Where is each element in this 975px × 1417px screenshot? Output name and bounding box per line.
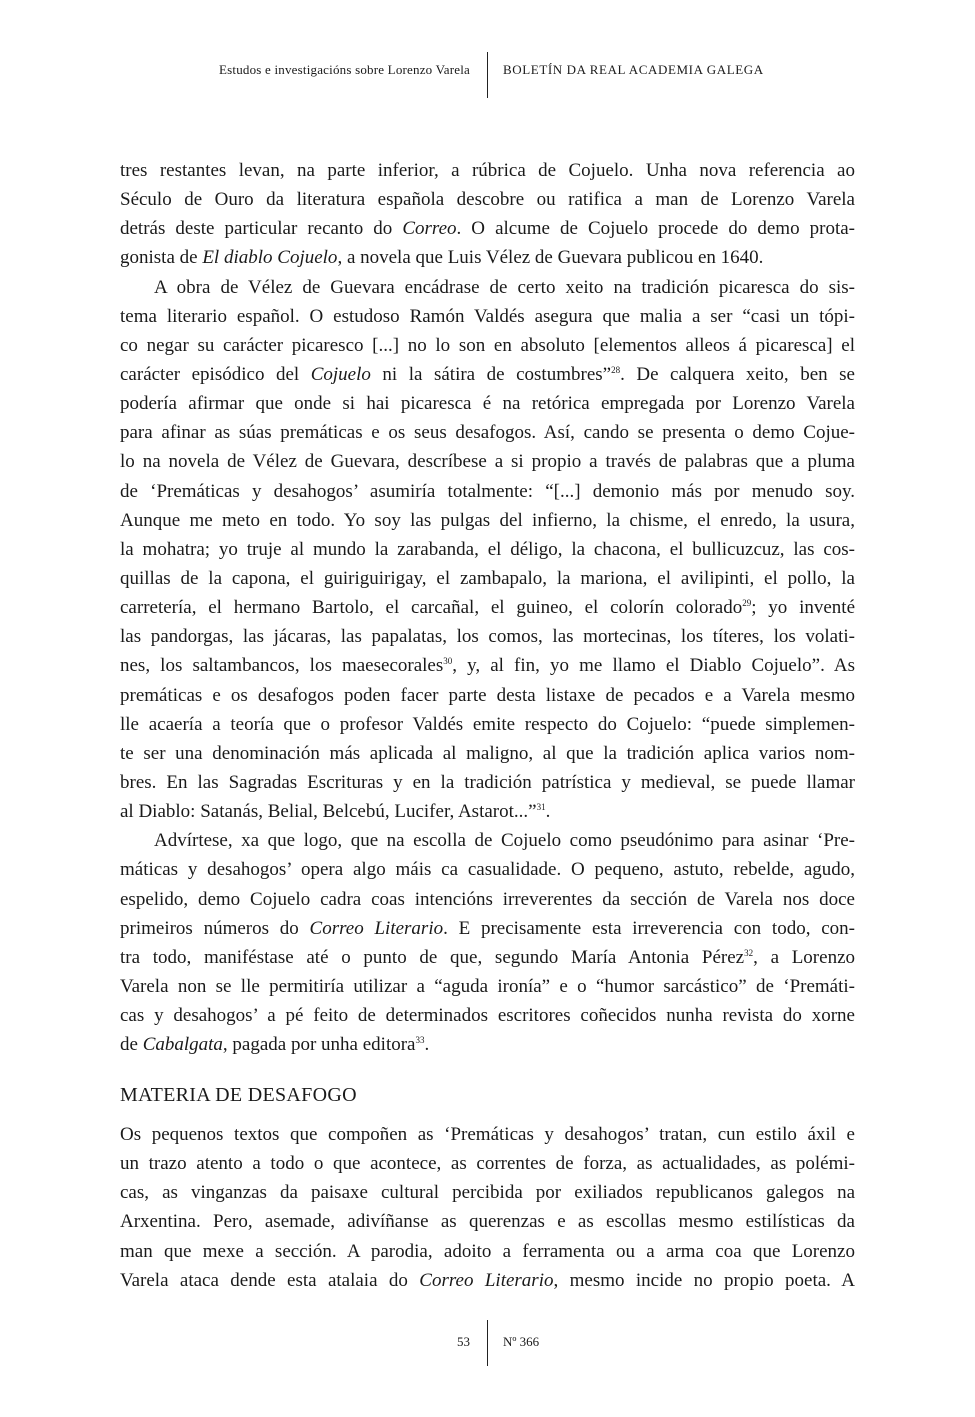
text-run: Varela non se lle permitiría utilizar a “aguda ironía” e o “humor sarcástico” de ‘Premáti- <box>120 975 855 997</box>
text-line <box>120 243 855 272</box>
text-run: ni la sátira de costumbres” <box>370 363 612 385</box>
text-line <box>120 681 855 710</box>
text-run: cas, as vinganzas da paisaxe cultural percibida por exiliados republicanos galegos na <box>120 1182 855 1204</box>
text-line <box>120 739 855 768</box>
text-line <box>120 885 855 914</box>
text-line <box>120 1207 855 1236</box>
text-run: de <box>120 1034 143 1056</box>
body-text-before-heading <box>120 156 855 1059</box>
text-line <box>120 1149 855 1178</box>
paragraph <box>120 273 855 827</box>
text-line <box>120 331 855 360</box>
text-run: Século de Ouro da literatura española descobre ou ratifica a man de Lorenzo Varela <box>120 189 855 211</box>
running-header-left: Estudos e investigacións sobre Lorenzo Varela <box>219 62 470 77</box>
footer-divider <box>487 1320 488 1366</box>
text-line <box>120 273 855 302</box>
text-run: , a Lorenzo <box>753 946 856 968</box>
text-run: al Diablo: Satanás, Belial, Belcebú, Lucifer, Astarot...” <box>120 801 537 823</box>
text-line <box>120 418 855 447</box>
paragraph <box>120 826 855 1059</box>
text-line <box>120 564 855 593</box>
text-line <box>120 360 855 389</box>
text-line <box>120 651 855 680</box>
text-run: , a novela que Luis Vélez de Guevara publicou en 1640. <box>337 247 764 269</box>
paragraph <box>120 1120 855 1295</box>
text-run: Advírtese, xa que logo, que na escolla de Cojuelo como pseudónimo para asinar ‘Pre- <box>154 830 855 852</box>
body-text-after-heading <box>120 1120 855 1295</box>
footnote-ref: 30 <box>443 656 453 667</box>
text-line <box>120 593 855 622</box>
text-run: ; yo inventé <box>751 597 856 619</box>
header-divider <box>487 52 488 98</box>
text-line <box>120 302 855 331</box>
text-run: man que mexe a sección. A parodia, adoito a ferramenta ou a arma coa que Lorenzo <box>120 1240 855 1262</box>
italic-title: El diablo Cojuelo <box>202 247 338 269</box>
text-run: , mesmo incide no propio poeta. A <box>553 1269 855 1291</box>
italic-title: Correo Literario <box>419 1269 554 1291</box>
text-run: . E precisamente esta irreverencia con todo, con- <box>443 917 855 939</box>
italic-title: Correo <box>402 218 457 240</box>
text-line <box>120 1030 855 1059</box>
issue-number: Nº 366 <box>503 1334 540 1349</box>
running-header-right: BOLETÍN DA REAL ACADEMIA GALEGA <box>503 62 764 77</box>
text-run: . De calquera xeito, ben se <box>620 363 855 385</box>
footnote-ref: 28 <box>611 364 621 375</box>
text-line <box>120 535 855 564</box>
text-line <box>120 447 855 476</box>
section-heading: MATERIA DE DESAFOGO <box>120 1084 357 1106</box>
text-run: lo na novela de Vélez de Guevara, descríbese a si propio a través de palabras que a pluma <box>120 451 855 473</box>
text-run: A obra de Vélez de Guevara encádrase de certo xeito na tradición picaresca do sis- <box>154 276 855 298</box>
text-line <box>120 972 855 1001</box>
text-run: primeiros números do <box>120 917 310 939</box>
text-line <box>120 797 855 826</box>
page-number: 53 <box>457 1334 470 1349</box>
text-run: , y, al fin, yo me llamo el Diablo Cojuelo”. As <box>452 655 855 677</box>
text-line <box>120 156 855 185</box>
footnote-ref: 31 <box>536 802 546 813</box>
text-run: las pandorgas, las jácaras, las papalatas, los comos, las mortecinas, los títeres, los volati- <box>120 626 855 648</box>
text-run: tema literario español. O estudoso Ramón Valdés asegura que malia a ser “casi un tópi- <box>120 305 855 327</box>
paragraph <box>120 156 855 273</box>
text-line <box>120 1266 855 1295</box>
footnote-ref: 33 <box>415 1035 425 1046</box>
text-line <box>120 185 855 214</box>
footnote-ref: 32 <box>744 947 754 958</box>
text-line <box>120 826 855 855</box>
text-run: para afinar as súas premáticas e os seus desafogos. Así, cando se presenta o demo Cojue- <box>120 422 855 444</box>
text-line <box>120 855 855 884</box>
text-run: . O alcume de Cojuelo procede do demo prota- <box>456 218 855 240</box>
text-run: carácter episódico del <box>120 363 311 385</box>
text-run: podería afirmar que onde si hai picaresca é na retórica empregada por Lorenzo Varela <box>120 393 855 415</box>
text-run: te ser una denominación más aplicada al maligno, al que la tradición aplica varios nom- <box>120 742 855 764</box>
text-run: carretería, el hermano Bartolo, el carcañal, el guineo, el colorín colorado <box>120 597 743 619</box>
text-run: . <box>424 1034 430 1056</box>
text-run: , pagada por unha editora <box>222 1034 416 1056</box>
text-run: lle acaería a teoría que o profesor Valdés emite respecto do Cojuelo: “puede simplemen- <box>120 713 855 735</box>
text-line <box>120 214 855 243</box>
text-line <box>120 1120 855 1149</box>
text-line <box>120 622 855 651</box>
text-run: nes, los saltambancos, los maesecorales <box>120 655 444 677</box>
text-run: gonista de <box>120 247 203 269</box>
italic-title: Correo Literario <box>309 917 444 939</box>
text-run: la mohatra; yo truje al mundo la zarabanda, el déligo, la chacona, el bullicuzcuz, las cos- <box>120 538 855 560</box>
text-run: Varela ataca dende esta atalaia do <box>120 1269 420 1291</box>
footnote-ref: 29 <box>742 598 752 609</box>
text-run: tres restantes levan, na parte inferior, a rúbrica de Cojuelo. Unha nova referencia ao <box>120 160 855 181</box>
text-line <box>120 477 855 506</box>
text-run: Aunque me meto en todo. Yo soy las pulgas del infierno, la chisme, el enredo, la usura, <box>120 509 855 531</box>
text-run: espelido, demo Cojuelo cadra coas intencións irreverentes da sección de Varela nos doce <box>120 888 855 910</box>
text-line <box>120 1178 855 1207</box>
text-line <box>120 389 855 418</box>
text-line <box>120 1001 855 1030</box>
text-run: un trazo atento a todo o que acontece, as correntes de forza, as actualidades, as polémi- <box>120 1153 855 1175</box>
italic-title: Cabalgata <box>142 1034 223 1056</box>
text-run: cas y desahogos’ a pé feito de determinados escritores coñecidos nunha revista do xorne <box>120 1005 855 1027</box>
text-run: bres. En las Sagradas Escrituras y en la tradición patrística y medieval, se puede llamar <box>120 771 855 793</box>
text-line <box>120 768 855 797</box>
text-run: Os pequenos textos que compoñen as ‘Premáticas y desahogos’ tratan, cun estilo áxil e <box>120 1124 855 1145</box>
text-line <box>120 506 855 535</box>
italic-title: Cojuelo <box>310 363 371 385</box>
text-line <box>120 710 855 739</box>
text-line <box>120 1237 855 1266</box>
text-run: de ‘Premáticas y desahogos’ asumiría totalmente: “[...] demonio más por menudo soy. <box>120 480 855 502</box>
text-run: máticas y desahogos’ opera algo máis ca casualidade. O pequeno, astuto, rebelde, agudo, <box>120 859 855 881</box>
text-run: premáticas e os desafogos poden facer parte desta listaxe de pecados e a Varela mesmo <box>120 684 855 706</box>
text-run: tra todo, maniféstase até o punto de que, segundo María Antonia Pérez <box>120 946 745 968</box>
text-run: quillas de la capona, el guiriguirigay, el zambapalo, la mariona, el avilipinti, el pollo, la <box>120 567 855 589</box>
text-line <box>120 914 855 943</box>
text-run: . <box>545 801 551 823</box>
text-run: co negar su carácter picaresco [...] no lo son en absoluto [elementos alleos á picaresca] el <box>120 334 855 356</box>
text-run: Arxentina. Pero, asemade, adivíñanse as querenzas e as escollas mesmo estilísticas da <box>120 1211 855 1233</box>
text-run: detrás deste particular recanto do <box>120 218 403 240</box>
text-line <box>120 943 855 972</box>
